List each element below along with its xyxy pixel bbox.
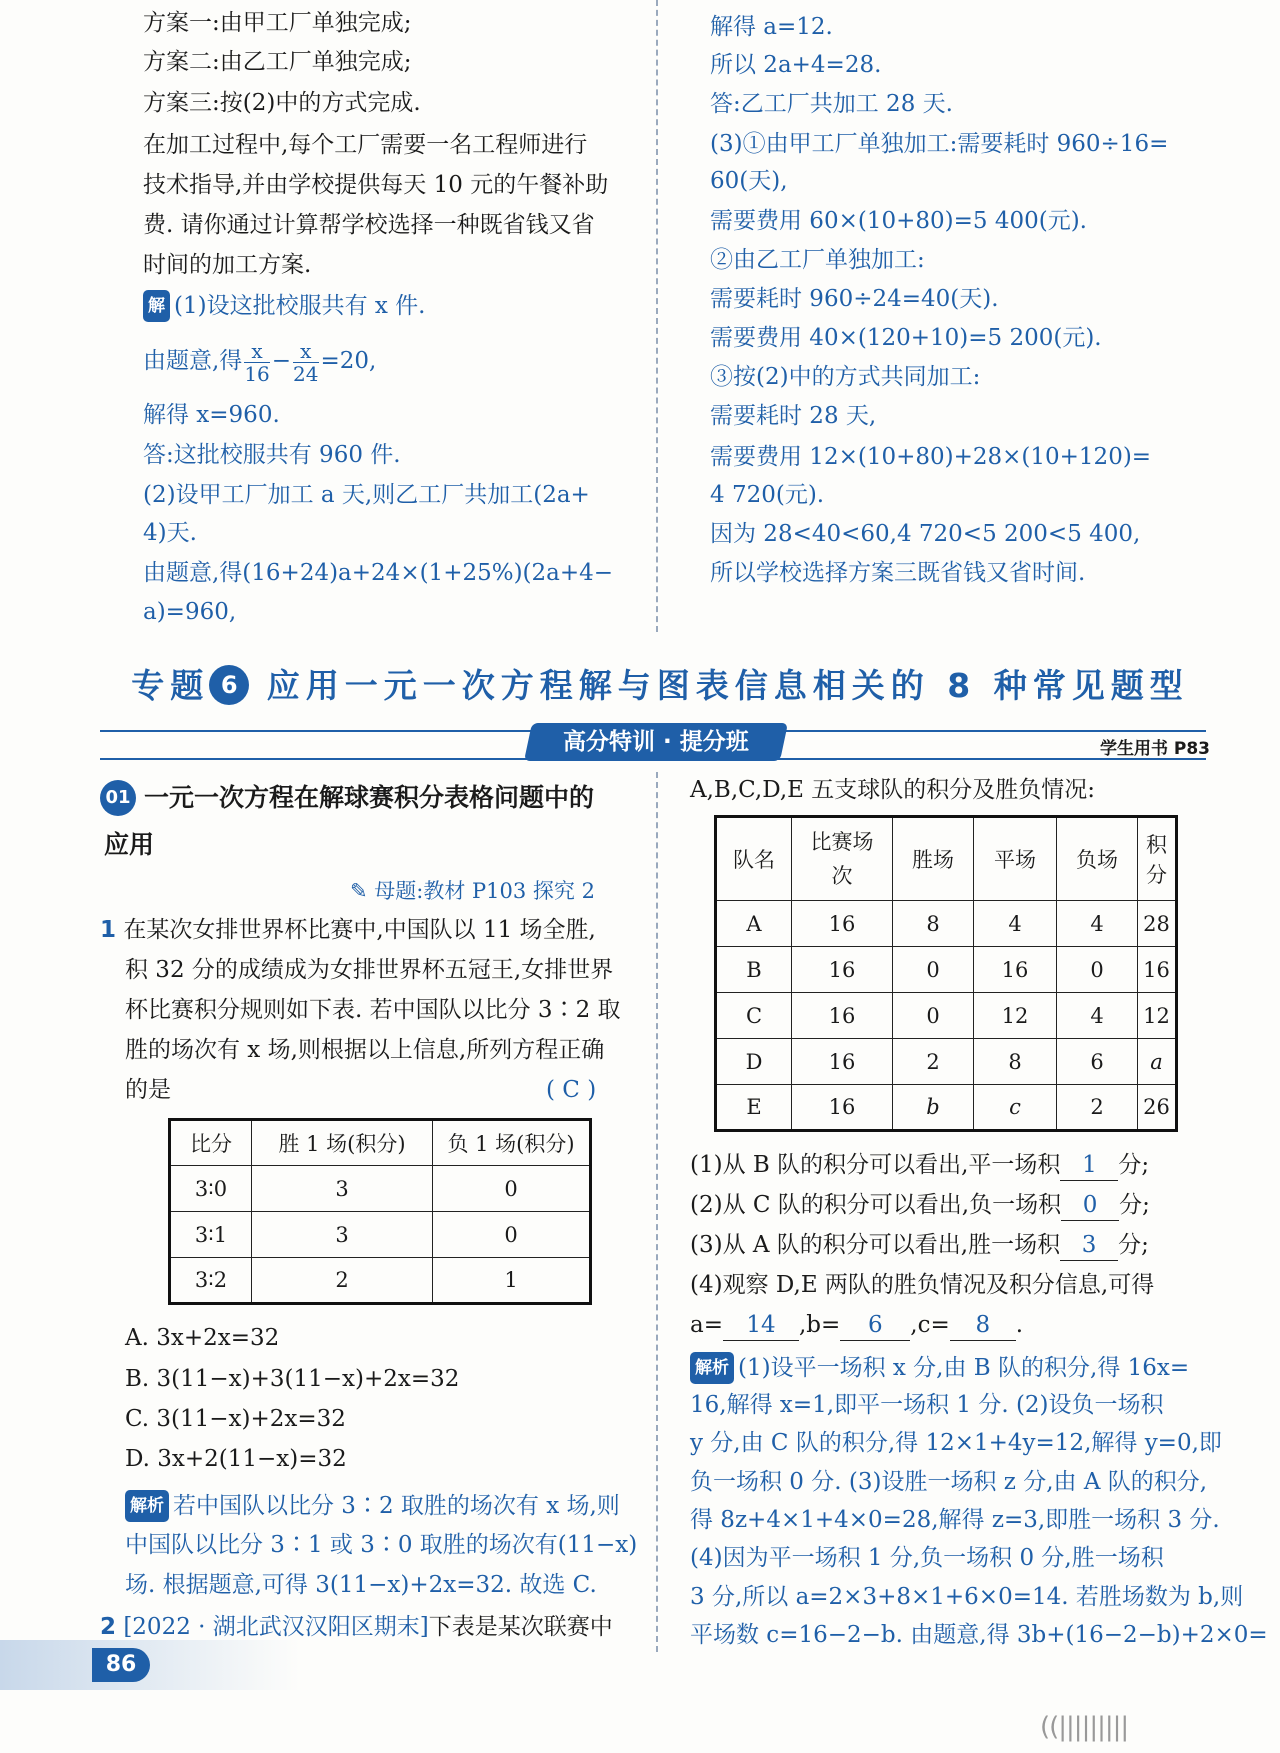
- solution-tag: 解: [143, 290, 170, 322]
- right-line-7: ②由乙工厂单独加工:: [710, 247, 925, 273]
- right-line-6: 需要费用 60×(10+80)=5 400(元).: [710, 208, 1087, 234]
- q2-part-2-text: (2)从 C 队的积分可以看出,负一场积: [690, 1192, 1062, 1218]
- solution-line-8: a)=960,: [143, 599, 237, 625]
- table-row: [170, 1212, 591, 1258]
- table-cell: 16: [792, 947, 893, 993]
- q2-b-label: ,b=: [798, 1312, 841, 1338]
- q1-table-header-row: [170, 1120, 591, 1166]
- table-cell: 8: [974, 1039, 1057, 1085]
- q2-part-3-suffix: 分;: [1118, 1232, 1149, 1258]
- q2-answers-abc: [690, 1310, 1023, 1341]
- q1-analysis-2: 中国队以比分 3∶1 或 3∶0 取胜的场次有(11−x): [125, 1532, 638, 1558]
- table-cell: 8: [893, 901, 974, 947]
- q2-a-label: a=: [690, 1312, 723, 1338]
- banner-label: 高分特训 · 提分班: [563, 729, 749, 755]
- table-cell: 16: [792, 901, 893, 947]
- table-cell: 2: [252, 1258, 433, 1304]
- q2-th-matches: 比赛场次: [792, 817, 893, 901]
- q2-th-points: 积分: [1138, 817, 1177, 901]
- right-line-13: 4 720(元).: [710, 482, 825, 508]
- q1-analysis-1: [125, 1490, 620, 1522]
- table-cell: A: [716, 901, 792, 947]
- right-line-12: 需要费用 12×(10+80)+28×(10+120)=: [710, 444, 1152, 470]
- q2-th-losses: 负场: [1057, 817, 1138, 901]
- table-cell: 0: [893, 947, 974, 993]
- q2-answer-3: 3: [1060, 1230, 1118, 1261]
- solution-line-7: 由题意,得(16+24)a+24×(1+25%)(2a+4−: [143, 560, 614, 586]
- section-banner: [524, 723, 788, 761]
- q1-analysis-text-1: 若中国队以比分 3∶2 取胜的场次有 x 场,则: [173, 1493, 620, 1519]
- q1-score-table: [168, 1118, 592, 1305]
- q1-line-2: 积 32 分的成绩成为女排世界杯五冠王,女排世界: [125, 957, 614, 983]
- q1-text-1: 在某次女排世界杯比赛中,中国队以 11 场全胜,: [123, 917, 596, 943]
- footer-band: [0, 1640, 300, 1690]
- fraction-2-den: 24: [293, 361, 319, 386]
- right-line-9: 需要费用 40×(120+10)=5 200(元).: [710, 325, 1102, 351]
- q2-c-label: ,c=: [910, 1312, 950, 1338]
- table-cell: c: [974, 1085, 1057, 1131]
- right-line-1: 解得 a=12.: [710, 14, 833, 40]
- table-cell: 16: [792, 1039, 893, 1085]
- q2-part-1-text: (1)从 B 队的积分可以看出,平一场积: [690, 1152, 1061, 1178]
- table-cell: 26: [1138, 1085, 1177, 1131]
- analysis-tag: 解析: [125, 1490, 169, 1522]
- problem-text-2: 技术指导,并由学校提供每天 10 元的午餐补助: [143, 172, 609, 198]
- q2-answer-2: 0: [1061, 1190, 1119, 1221]
- table-cell: E: [716, 1085, 792, 1131]
- table-row: [716, 993, 1177, 1039]
- table-cell: 0: [433, 1212, 591, 1258]
- q1-line-5: 的是: [125, 1077, 171, 1103]
- right-line-10: ③按(2)中的方式共同加工:: [710, 364, 981, 390]
- table-cell: 2: [1057, 1085, 1138, 1131]
- q2-analysis-4: 负一场积 0 分. (3)设胜一场积 z 分,由 A 队的积分,: [690, 1469, 1208, 1495]
- table-cell: 3: [252, 1212, 433, 1258]
- column-divider-top: [656, 0, 658, 632]
- table-row: [716, 901, 1177, 947]
- right-line-3: 答:乙工厂共加工 28 天.: [710, 91, 953, 117]
- right-line-8: 需要耗时 960÷24=40(天).: [710, 286, 999, 312]
- section-title-line-1: 一元一次方程在解球赛积分表格问题中的: [144, 783, 595, 812]
- q2-analysis-5: 得 8z+4×1+4×0=28,解得 z=3,即胜一场积 3 分.: [690, 1507, 1220, 1533]
- q2-part-2: [690, 1190, 1150, 1221]
- table-cell: a: [1138, 1039, 1177, 1085]
- column-divider-bottom: [656, 772, 658, 1652]
- table-cell: 0: [1057, 947, 1138, 993]
- q2-analysis-6: (4)因为平一场积 1 分,负一场积 0 分,胜一场积: [690, 1545, 1164, 1571]
- table-cell: 6: [1057, 1039, 1138, 1085]
- table-cell: 16: [1138, 947, 1177, 993]
- table-cell: 16: [792, 993, 893, 1039]
- solution-line-4: 答:这批校服共有 960 件.: [143, 442, 401, 468]
- table-cell: 4: [1057, 901, 1138, 947]
- topic-title: [130, 660, 1190, 707]
- plan-1: 方案一:由甲工厂单独完成;: [143, 10, 412, 36]
- problem-text-1: 在加工过程中,每个工厂需要一名工程师进行: [143, 132, 588, 158]
- source-text: 母题:教材 P103 探究 2: [374, 879, 595, 903]
- table-cell: C: [716, 993, 792, 1039]
- solution-line-1: [143, 290, 425, 322]
- plan-3: 方案三:按(2)中的方式完成.: [143, 90, 421, 116]
- q2-answer-a: 14: [723, 1310, 799, 1341]
- q1-option-d: D. 3x+2(11−x)=32: [125, 1446, 347, 1472]
- table-cell: 28: [1138, 901, 1177, 947]
- right-line-15: 所以学校选择方案三既省钱又省时间.: [710, 560, 1086, 586]
- q2-line-1: [100, 1612, 613, 1642]
- fraction-2: [293, 340, 318, 385]
- right-line-14: 因为 28<40<60,4 720<5 200<5 400,: [710, 521, 1141, 547]
- section-badge: 01: [100, 780, 136, 816]
- table-cell: 3∶0: [170, 1166, 252, 1212]
- q1-th-loss: 负 1 场(积分): [433, 1120, 591, 1166]
- q2-league-table: [714, 815, 1178, 1132]
- topic-title-text: 应用一元一次方程解与图表信息相关的 8 种常见题型: [266, 666, 1189, 705]
- table-row: [170, 1166, 591, 1212]
- q2-table-header-row: [716, 817, 1177, 901]
- table-cell: 4: [974, 901, 1057, 947]
- solution-line-6: 4)天.: [143, 520, 197, 546]
- q1-option-b: B. 3(11−x)+3(11−x)+2x=32: [125, 1366, 460, 1392]
- q1-option-c: C. 3(11−x)+2x=32: [125, 1406, 346, 1432]
- table-cell: 0: [893, 993, 974, 1039]
- table-cell: 1: [433, 1258, 591, 1304]
- q2-line-2: A,B,C,D,E 五支球队的积分及胜负情况:: [690, 777, 1096, 803]
- q2-part-2-suffix: 分;: [1119, 1192, 1150, 1218]
- q1-line-3: 杯比赛积分规则如下表. 若中国队以比分 3∶2 取: [125, 997, 621, 1023]
- q2-th-team: 队名: [716, 817, 792, 901]
- minus-sign: −: [271, 348, 292, 374]
- q2-answer-c: 8: [950, 1310, 1016, 1341]
- table-cell: 2: [893, 1039, 974, 1085]
- table-cell: B: [716, 947, 792, 993]
- q2-number: 2: [100, 1614, 117, 1640]
- table-cell: 12: [974, 993, 1057, 1039]
- q1-line-4: 胜的场次有 x 场,则根据以上信息,所列方程正确: [125, 1037, 605, 1063]
- q2-th-wins: 胜场: [893, 817, 974, 901]
- q2-end: .: [1015, 1312, 1024, 1338]
- solution-text-1: (1)设这批校服共有 x 件.: [174, 293, 426, 319]
- table-cell: 16: [792, 1085, 893, 1131]
- watermark-mark: ((|||||||||: [1040, 1712, 1129, 1742]
- q2-answer-1: 1: [1060, 1150, 1118, 1181]
- solution-line-5: (2)设甲工厂加工 a 天,则乙工厂共加工(2a+: [143, 482, 590, 508]
- q2-analysis-1: [690, 1352, 1189, 1384]
- problem-text-3: 费. 请你通过计算帮学校选择一种既省钱又省: [143, 212, 595, 238]
- fraction-1-den: 16: [244, 361, 270, 386]
- problem-text-4: 时间的加工方案.: [143, 252, 312, 278]
- right-line-2: 所以 2a+4=28.: [710, 52, 882, 78]
- q1-analysis-3: 场. 根据题意,可得 3(11−x)+2x=32. 故选 C.: [125, 1572, 597, 1598]
- page-number: 86: [92, 1648, 150, 1682]
- equation-suffix: =20,: [320, 348, 377, 374]
- table-row: [170, 1258, 591, 1304]
- q2-th-draws: 平场: [974, 817, 1057, 901]
- table-row: [716, 1039, 1177, 1085]
- section-title-line-2: 应用: [104, 830, 155, 859]
- q2-answer-b: 6: [840, 1310, 910, 1341]
- q1-option-a: A. 3x+2x=32: [125, 1325, 280, 1351]
- table-cell: 3: [252, 1166, 433, 1212]
- table-row: [716, 1085, 1177, 1131]
- solution-line-3: 解得 x=960.: [143, 402, 280, 428]
- topic-prefix: 专题: [131, 666, 210, 705]
- q1-answer: ( C ): [546, 1077, 597, 1103]
- pen-icon: ✎: [350, 879, 368, 903]
- table-cell: 3∶2: [170, 1258, 252, 1304]
- section-heading: [100, 780, 594, 817]
- table-cell: 12: [1138, 993, 1177, 1039]
- q2-analysis-8: 平场数 c=16−2−b. 由题意,得 3b+(16−2−b)+2×0=: [690, 1622, 1268, 1648]
- plan-2: 方案二:由乙工厂单独完成;: [143, 49, 412, 75]
- q2-part-1: [690, 1150, 1149, 1181]
- table-row: [716, 947, 1177, 993]
- table-cell: 4: [1057, 993, 1138, 1039]
- q1-line-1: [100, 915, 596, 945]
- fraction-2-num: x: [293, 340, 318, 363]
- student-book-ref: 学生用书 P83: [1099, 739, 1210, 759]
- table-cell: 16: [974, 947, 1057, 993]
- q2-part-4: (4)观察 D,E 两队的胜负情况及积分信息,可得: [690, 1272, 1155, 1298]
- table-cell: 3∶1: [170, 1212, 252, 1258]
- q2-part-1-suffix: 分;: [1118, 1152, 1150, 1178]
- right-line-5: 60(天),: [710, 168, 788, 194]
- q2-source: [2022 · 湖北武汉汉阳区期末]: [123, 1614, 429, 1640]
- table-cell: 0: [433, 1166, 591, 1212]
- q2-analysis-text-1: (1)设平一场积 x 分,由 B 队的积分,得 16x=: [738, 1355, 1190, 1381]
- q2-text-1: 下表是某次联赛中: [428, 1614, 613, 1640]
- analysis-tag: 解析: [690, 1352, 734, 1384]
- solution-equation: [143, 336, 376, 386]
- q2-analysis-7: 3 分,所以 a=2×3+8×1+6×0=14. 若胜场数为 b,则: [690, 1584, 1244, 1610]
- q1-number: 1: [100, 917, 117, 943]
- fraction-1: [244, 340, 269, 385]
- topic-number: 6: [209, 665, 249, 705]
- q1-th-win: 胜 1 场(积分): [252, 1120, 433, 1166]
- q1-th-score: 比分: [170, 1120, 252, 1166]
- table-cell: D: [716, 1039, 792, 1085]
- source-reference: [350, 875, 595, 905]
- q2-analysis-3: y 分,由 C 队的积分,得 12×1+4y=12,解得 y=0,即: [690, 1430, 1222, 1456]
- table-cell: b: [893, 1085, 974, 1131]
- equation-prefix: 由题意,得: [143, 348, 243, 374]
- q2-part-3-text: (3)从 A 队的积分可以看出,胜一场积: [690, 1232, 1061, 1258]
- q2-part-3: [690, 1230, 1149, 1261]
- right-line-11: 需要耗时 28 天,: [710, 403, 877, 429]
- fraction-1-num: x: [244, 340, 269, 363]
- right-line-4: (3)①由甲工厂单独加工:需要耗时 960÷16=: [710, 131, 1169, 157]
- q2-analysis-2: 16,解得 x=1,即平一场积 1 分. (2)设负一场积: [690, 1392, 1164, 1418]
